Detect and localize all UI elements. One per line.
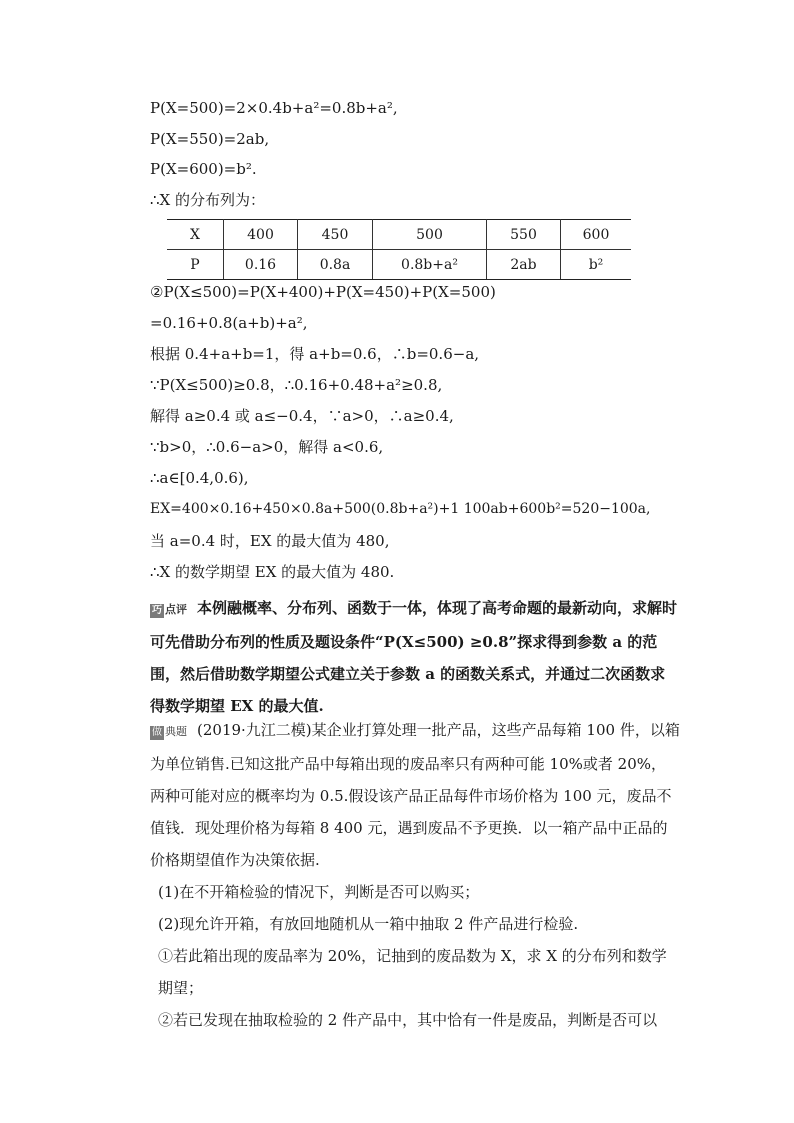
equation-line: ∵b>0，∴0.6−a>0，解得 a<0.6, [150, 438, 384, 456]
question-2: (2)现允许开箱，有放回地随机从一箱中抽取 2 件产品进行检验. [158, 915, 579, 933]
equation-line: ②P(X≤500)=P(X+400)+P(X=450)+P(X=500) [150, 283, 496, 301]
table-cell: 450 [298, 220, 373, 250]
comment-tag [150, 594, 187, 626]
equation-line: ∴X 的数学期望 EX 的最大值为 480. [150, 563, 395, 581]
equation-line: ∴a∈[0.4,0.6), [150, 469, 249, 487]
table-cell: 0.16 [224, 250, 298, 280]
table-cell: 600 [561, 220, 632, 250]
table-cell: X [167, 220, 224, 250]
comment-tag-box: 巧 [152, 605, 162, 616]
equation-line: 当 a=0.4 时，EX 的最大值为 480, [150, 532, 390, 550]
table-row [167, 220, 631, 250]
problem-text: (2019·九江二模)某企业打算处理一批产品，这些产品每箱 100 件，以箱为单位销售.已知这批产品中每箱出现的废品率只有两种可能 10%或者 20%，两种可能对应的概率均为 0.5.假设该产品正品每件市场价格为 100 元，废品不值钱．现处理价格为每箱 8 400 元，遇到废品不予更换．以一箱产品中正品的价格期望值作为决策依据. [150, 721, 680, 869]
comment-tag-label: 点评 [165, 603, 187, 616]
question-2b: ②若已发现在抽取检验的 2 件产品中，其中恰有一件是废品，判断是否可以 [158, 1011, 658, 1029]
problem-tag [150, 716, 187, 748]
equation-line: P(X=550)=2ab, [150, 130, 270, 148]
table-cell: 0.8a [298, 250, 373, 280]
equation-line: P(X=600)=b². [150, 160, 257, 178]
question-1: (1)在不开箱检验的情况下，判断是否可以购买； [158, 883, 480, 901]
problem-block [150, 714, 680, 1036]
text-line: ∴X 的分布列为： [150, 191, 265, 209]
table-cell: b² [561, 250, 632, 280]
distribution-table [167, 219, 631, 280]
table-cell: 400 [224, 220, 298, 250]
problem-tag-label: 典题 [165, 725, 187, 738]
comment-block [150, 592, 680, 722]
equation-line: 根据 0.4+a+b=1，得 a+b=0.6，∴b=0.6−a, [150, 345, 480, 363]
equation-line: ∵P(X≤500)≥0.8，∴0.16+0.48+a²≥0.8, [150, 376, 443, 394]
table-cell: P [167, 250, 224, 280]
table-cell: 0.8b+a² [373, 250, 487, 280]
comment-text: 本例融概率、分布列、函数于一体，体现了高考命题的最新动向，求解时可先借助分布列的性质及题设条件“P(X≤500) ≥0.8”探求得到参数 a 的范围，然后借助数学期望公式建立关于参数 a 的函数关系式，并通过二次函数求得数学期望 EX 的最大值. [150, 599, 678, 715]
equation-line: =0.16+0.8(a+b)+a², [150, 314, 308, 332]
equation-line: EX=400×0.16+450×0.8a+500(0.8b+a²)+1 100ab+600b²=520−100a, [150, 501, 651, 517]
equation-line: P(X=500)=2×0.4b+a²=0.8b+a², [150, 99, 398, 117]
table-cell: 550 [487, 220, 561, 250]
table-cell: 500 [373, 220, 487, 250]
table-row [167, 250, 631, 280]
equation-line: 解得 a≥0.4 或 a≤−0.4，∵a>0，∴a≥0.4, [150, 407, 454, 425]
problem-tag-box: 做 [152, 727, 162, 738]
question-2a: ①若此箱出现的废品率为 20%，记抽到的废品数为 X，求 X 的分布列和数学期望； [158, 947, 667, 997]
table-cell: 2ab [487, 250, 561, 280]
